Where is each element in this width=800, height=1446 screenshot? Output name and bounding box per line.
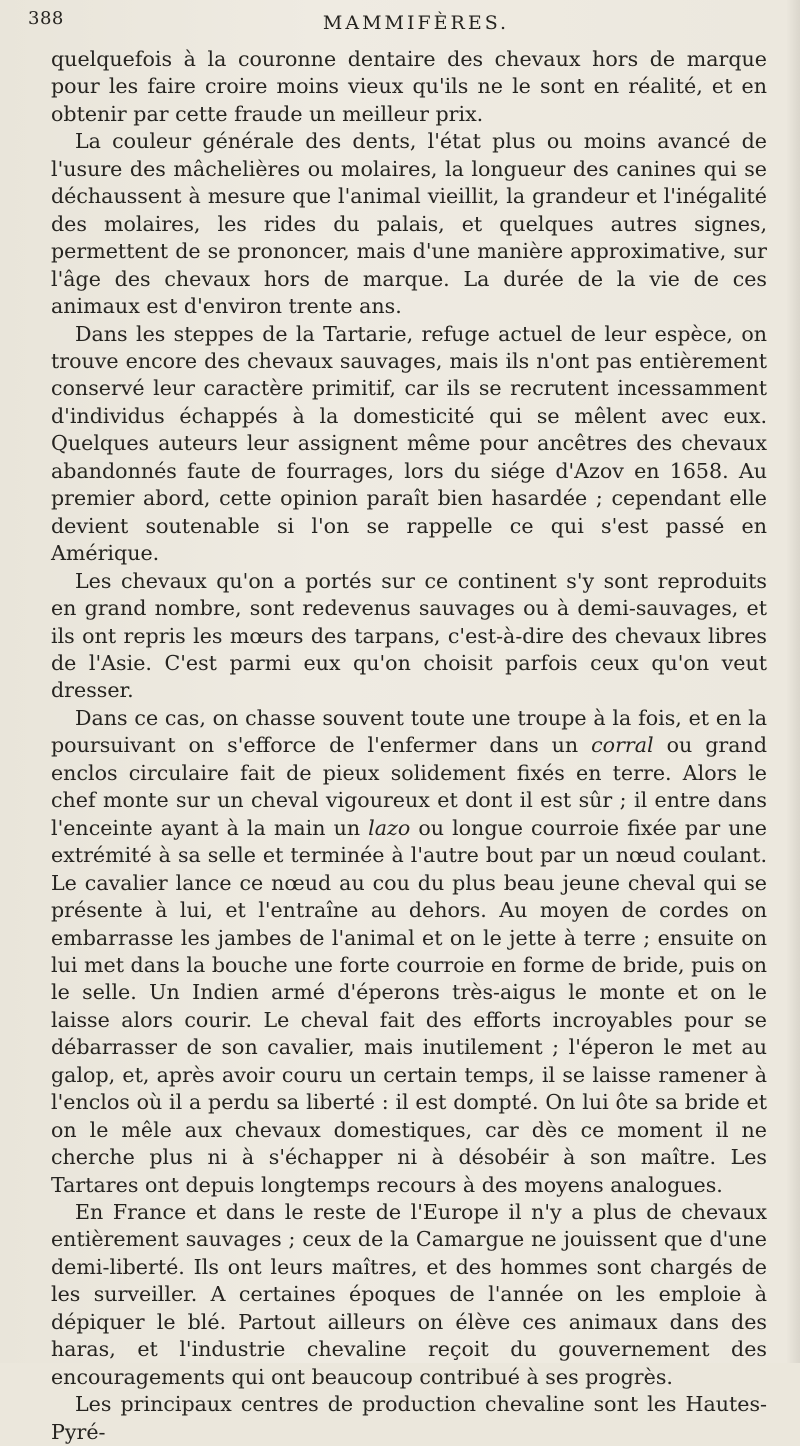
term-corral: corral [591, 733, 654, 758]
term-lazo: lazo [368, 815, 411, 840]
paragraph-1: quelquefois à la couronne dentaire des chevaux hors de marque pour les faire croire moins vieux qu'ils ne le sont en réalité, et en obtenir par cette fraude un meilleur prix. [51, 47, 767, 126]
paragraph-5-after: ou longue courroie fixée par une extrémité à sa selle et terminée à l'autre bout par un nœud coulant. Le cavalier lance ce nœud au cou du plus beau jeune cheval qui se présente à lui, et l'entraîne au dehors. Au moyen de cordes on embarrasse les jambes de l'animal et on le jette à terre ; ensuite on lui met dans la bouche une forte courroie en forme de bride, puis on le selle. Un Indien armé d'éperons très-aigus le monte et on le laisse alors courir. Le cheval fait des efforts incroyables pour se débarrasser de son cavalier, mais inutilement ; l'éperon le met au galop, et, après avoir couru un certain temps, il se laisse ramener à l'enclos où il a perdu sa liberté : il est dompté. On lui ôte sa bride et on le mêle aux chevaux domestiques, car dès ce moment il ne cherche plus ni à s'échapper ni à désobéir à son maître. Les Tartares ont depuis longtemps recours à des moyens analogues. [51, 815, 767, 1197]
paragraph-4: Les chevaux qu'on a portés sur ce continent s'y sont reproduits en grand nombre, sont redevenus sauvages ou à demi-sauvages, et ils ont repris les mœurs des tarpans, c'est-à-dire des chevaux libres de l'Asie. C'est parmi eux qu'on choisit parfois ceux qu'on veut dresser. [51, 568, 767, 703]
paragraph-7: Les principaux centres de production chevaline sont les Hautes-Pyré- [51, 1392, 767, 1444]
page-header [28, 8, 770, 36]
body-text [51, 46, 767, 1446]
paragraph-2: La couleur générale des dents, l'état plus ou moins avancé de l'usure des mâchelières ou molaires, la longueur des canines qui se déchaussent à mesure que l'animal vieillit, la grandeur et l'inégalité des molaires, les rides du palais, et quelques autres signes, permettent de se prononcer, mais d'une manière approximative, sur l'âge des chevaux hors de marque. La durée de la vie de ces animaux est d'environ trente ans. [51, 129, 767, 319]
running-head: MAMMIFÈRES. [322, 12, 510, 34]
paragraph-3: Dans les steppes de la Tartarie, refuge actuel de leur espèce, on trouve encore des chevaux sauvages, mais ils n'ont pas entièrement conservé leur caractère primitif, car ils se recrutent incessamment d'individus échappés à la domesticité qui se mêlent avec eux. Quelques auteurs leur assignent même pour ancêtres des chevaux abandonnés faute de fourrages, lors du siége d'Azov en 1658. Au premier abord, cette opinion paraît bien hasardée ; cependant elle devient soutenable si l'on se rappelle ce qui s'est passé en Amérique. [51, 321, 767, 566]
paragraph-5-middle: ou grand enclos circulaire fait de pieux solidement fixés en terre. Alors le chef monte sur un cheval vigoureux et dont il est sûr ; il entre dans l'enceinte ayant à la main un [51, 733, 767, 840]
page-edge-shadow [786, 0, 800, 1363]
paragraph-5 [51, 705, 767, 1199]
paragraph-6: En France et dans le reste de l'Europe il n'y a plus de chevaux entièrement sauvages ; ceux de la Camargue ne jouissent que d'une demi-liberté. Ils ont leurs maîtres, et des hommes sont chargés de les surveiller. A certaines époques de l'année on les emploie à dépiquer le blé. Partout ailleurs on élève ces animaux dans des haras, et l'industrie chevaline reçoit du gouvernement des encouragements qui ont beaucoup contribué à ses progrès. [51, 1200, 767, 1389]
page-number: 388 [28, 8, 64, 29]
paragraph-5-before: Dans ce cas, on chasse souvent toute une troupe à la fois, et en la poursuivant on s'efforce de l'enfermer dans un [51, 705, 767, 758]
